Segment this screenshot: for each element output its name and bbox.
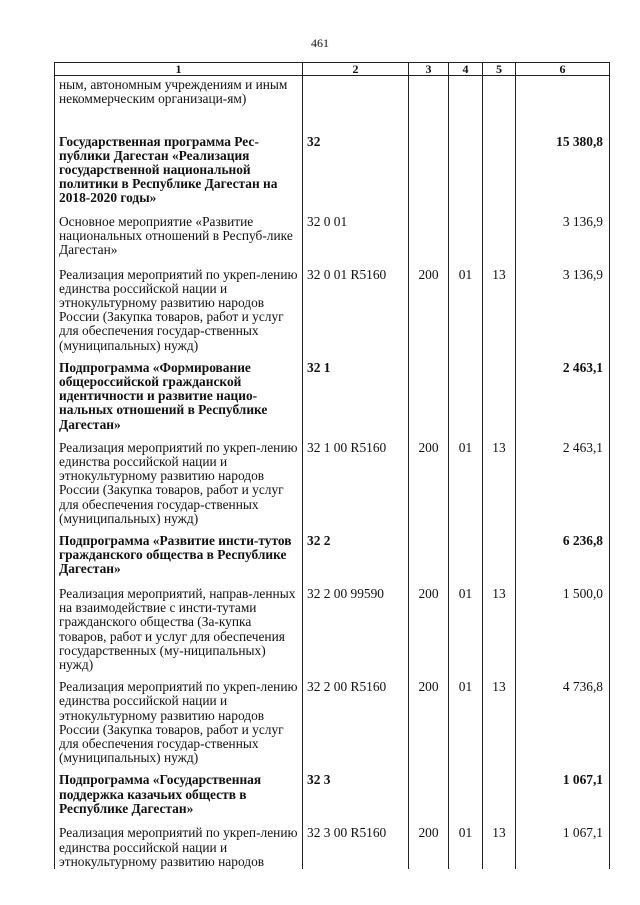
row-subsection: 13 [483, 579, 516, 672]
row-section: 01 [449, 672, 483, 765]
table-row [55, 433, 610, 526]
row-subsection [483, 526, 516, 579]
row-section [449, 765, 483, 818]
row-section: 01 [449, 818, 483, 869]
row-section: 01 [449, 260, 483, 353]
row-name: Реализация мероприятий по укреп-лению единства российской нации и этнокультурному развитию народов России (Закупка товаров, работ и услуг для обеспечения государ-ственных (муниципальных) нужд) [55, 433, 303, 526]
row-name: Подпрограмма «Формирование общероссийской гражданской идентичности и развитие нацио-нальных отношений в Республике Дагестан» [55, 353, 303, 433]
row-section [449, 526, 483, 579]
table-row [55, 672, 610, 765]
row-section: 01 [449, 433, 483, 526]
row-code: 32 3 00 R5160 [303, 818, 409, 869]
table-row [55, 818, 610, 869]
row-subsection [483, 76, 516, 127]
budget-table [54, 62, 610, 869]
row-expense-type [409, 353, 449, 433]
row-name: Подпрограмма «Развитие инсти-тутов гражданского общества в Республике Дагестан» [55, 526, 303, 579]
column-header: 5 [483, 63, 516, 76]
row-subsection [483, 207, 516, 260]
table-row [55, 76, 610, 127]
row-expense-type: 200 [409, 579, 449, 672]
row-subsection: 13 [483, 818, 516, 869]
row-subsection [483, 353, 516, 433]
table-row [55, 526, 610, 579]
row-amount: 3 136,9 [516, 260, 610, 353]
row-amount: 3 136,9 [516, 207, 610, 260]
table-row [55, 127, 610, 207]
row-name: Реализация мероприятий, направ-ленных на взаимодействие с инсти-тутами гражданского общества (За-купка товаров, работ и услуг для обеспечения государственных (му-ниципальных) нужд) [55, 579, 303, 672]
row-expense-type: 200 [409, 260, 449, 353]
header-row [55, 63, 610, 76]
row-code: 32 2 [303, 526, 409, 579]
row-code: 32 2 00 R5160 [303, 672, 409, 765]
row-amount: 4 736,8 [516, 672, 610, 765]
row-code: 32 [303, 127, 409, 207]
row-amount: 15 380,8 [516, 127, 610, 207]
row-section: 01 [449, 579, 483, 672]
column-header: 2 [303, 63, 409, 76]
page-number: 461 [311, 36, 329, 50]
row-expense-type [409, 207, 449, 260]
row-expense-type [409, 76, 449, 127]
row-subsection: 13 [483, 433, 516, 526]
row-code: 32 1 00 R5160 [303, 433, 409, 526]
table-row [55, 765, 610, 818]
row-name: Реализация мероприятий по укреп-лению единства российской нации и этнокультурному развитию народов России (Закупка товаров, работ и услуг для обеспечения государ-ственных (муниципальных) нужд) [55, 672, 303, 765]
row-expense-type: 200 [409, 672, 449, 765]
row-section [449, 127, 483, 207]
table-row [55, 579, 610, 672]
row-subsection [483, 765, 516, 818]
row-expense-type [409, 526, 449, 579]
row-amount: 2 463,1 [516, 433, 610, 526]
row-name: Реализация мероприятий по укреп-лению единства российской нации и этнокультурному развитию народов России (Закупка товаров, работ и услуг для обеспечения государ-ственных (муниципальных) нужд) [55, 260, 303, 353]
row-amount: 1 067,1 [516, 765, 610, 818]
row-name: Государственная программа Рес-публики Дагестан «Реализация государственной национальной политики в Республике Дагестан на 2018-2020 годы» [55, 127, 303, 207]
row-subsection [483, 127, 516, 207]
row-code: 32 0 01 [303, 207, 409, 260]
row-amount [516, 76, 610, 127]
row-expense-type: 200 [409, 818, 449, 869]
table-row [55, 207, 610, 260]
row-expense-type: 200 [409, 433, 449, 526]
row-section [449, 353, 483, 433]
column-header: 6 [516, 63, 610, 76]
row-section [449, 207, 483, 260]
row-code: 32 2 00 99590 [303, 579, 409, 672]
row-code: 32 0 01 R5160 [303, 260, 409, 353]
column-header: 1 [55, 63, 303, 76]
row-code [303, 76, 409, 127]
row-name: Реализация мероприятий по укреп-лению единства российской нации и этнокультурному развитию народов [55, 818, 303, 869]
row-code: 32 3 [303, 765, 409, 818]
row-expense-type [409, 765, 449, 818]
row-section [449, 76, 483, 127]
column-header: 3 [409, 63, 449, 76]
row-amount: 2 463,1 [516, 353, 610, 433]
row-expense-type [409, 127, 449, 207]
row-amount: 1 500,0 [516, 579, 610, 672]
row-amount: 6 236,8 [516, 526, 610, 579]
table-row [55, 260, 610, 353]
table-row [55, 353, 610, 433]
column-header: 4 [449, 63, 483, 76]
row-code: 32 1 [303, 353, 409, 433]
row-name: Основное мероприятие «Развитие национальных отношений в Респуб-лике Дагестан» [55, 207, 303, 260]
row-subsection: 13 [483, 260, 516, 353]
row-name: ным, автономным учреждениям и иным некоммерческим организаци-ям) [55, 76, 303, 127]
row-name: Подпрограмма «Государственная поддержка казачьих обществ в Республике Дагестан» [55, 765, 303, 818]
row-amount: 1 067,1 [516, 818, 610, 869]
row-subsection: 13 [483, 672, 516, 765]
